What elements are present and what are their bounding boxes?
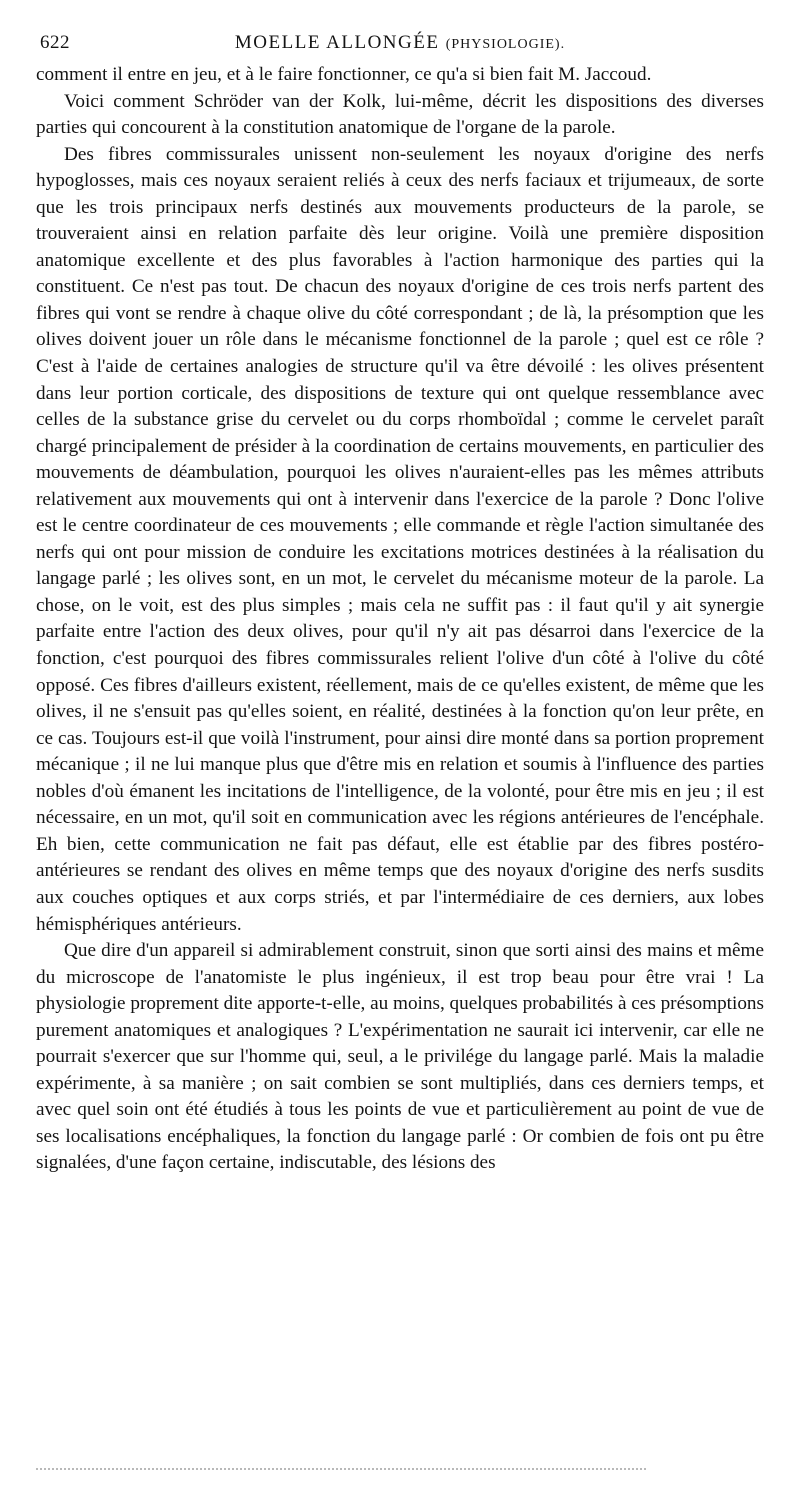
paragraph-schroder-intro: Voici comment Schröder van der Kolk, lui-même, décrit les dispositions des diverses parties qui concourent à la constitution anatomique de l'organe de la parole. [36, 90, 764, 139]
body-text [36, 62, 764, 1177]
page-number: 622 [40, 32, 70, 53]
book-page [36, 28, 764, 1177]
paragraph-physiology-question: Que dire d'un appareil si admirablement construit, sinon que sorti ainsi des mains et même du microscope de l'anatomiste le plus ingénieux, il est trop beau pour être vrai ! La physiologie proprement dite apporte-t-elle, au moins, quelques probabilités à ces présomptions purement anatomiques et analogiques ? L'expérimentation ne saurait ici intervenir, car elle ne pourrait s'exercer que sur l'homme qui, seul, a le privilége du langage parlé. Mais la maladie expérimente, à sa manière ; on sait combien se sont multipliés, dans ces derniers temps, et avec quel soin ont été étudiés à tous les points de vue et particulièrement au point de vue de ses localisations encéphaliques, la fonction du langage parlé : Or combien de fois ont pu être signalées, d'une façon certaine, indiscutable, des lésions des [36, 940, 764, 1174]
paragraph-continuation: comment il entre en jeu, et à le faire fonctionner, ce qu'a si bien fait M. Jaccoud. [36, 64, 652, 85]
running-head-title: MOELLE ALLONGÉE [234, 32, 440, 53]
page-header [36, 28, 764, 62]
paragraph-commissural-fibres: Des fibres commissurales unissent non-seulement les noyaux d'origine des nerfs hypoglosses, mais ces noyaux seraient reliés à ceux des nerfs faciaux et trijumeaux, de sorte que les trois principaux nerfs destinés aux mouvements producteurs de la parole, se trouveraient ainsi en relation parfaite dès leur origine. Voilà une première disposition anatomique excellente et des plus favorables à l'action harmonique des parties qui la constituent. Ce n'est pas tout. De chacun des noyaux d'origine de ces trois nerfs partent des fibres qui vont se rendre à chaque olive du côté correspondant ; de là, la présomption que les olives doivent jouer un rôle dans le mécanisme fonctionnel de la parole ; quel est ce rôle ? C'est à l'aide de certaines analogies de structure qu'il va être dévoilé : les olives présentent dans leur portion corticale, des dispositions de texture qui ont quelque ressemblance avec celles de la substance grise du cervelet ou du corps rhomboïdal ; comme le cervelet paraît chargé principalement de présider à la coordination de certains mouvements, en particulier des mouvements de déambulation, pourquoi les olives n'auraient-elles pas les mêmes attributs relativement aux mouvements qui ont à intervenir dans l'exercice de la parole ? Donc l'olive est le centre coordinateur de ces mouvements ; elle commande et règle l'action simultanée des nerfs qui ont pour mission de conduire les excitations motrices destinées à la réalisation du langage parlé ; les olives sont, en un mot, le cervelet du mécanisme moteur de la parole. La chose, on le voit, est des plus simples ; mais cela ne suffit pas : il faut qu'il y ait synergie parfaite entre l'action des deux olives, pour qu'il n'y ait pas désarroi dans l'exercice de la fonction, c'est pourquoi des fibres commissurales relient l'olive d'un côté à l'olive du côté opposé. Ces fibres d'ailleurs existent, réellement, mais de ce qu'elles existent, de même que les olives, il ne s'ensuit pas qu'elles soient, en réalité, destinées à la fonction qu'on leur prête, en ce cas. Toujours est-il que voilà l'instrument, pour ainsi dire monté dans sa portion proprement mécanique ; il ne lui manque plus que d'être mis en relation et soumis à l'influence des parties nobles d'où émanent les incitations de l'intelligence, de la volonté, pour être mis en jeu ; il est nécessaire, en un mot, qu'il soit en communication avec les régions antérieures de l'encéphale. Eh bien, cette communication ne fait pas défaut, elle est établie par des fibres postéro-antérieures se rendant des olives en même temps que des noyaux d'origine des nerfs susdits aux couches optiques et aux corps striés, et par l'intermédiaire de ces derniers, aux lobes hémisphériques antérieurs. [36, 143, 764, 935]
running-head-subtitle: (PHYSIOLOGIE). [445, 37, 566, 52]
running-head [36, 32, 764, 54]
bottom-divider [36, 1468, 646, 1472]
